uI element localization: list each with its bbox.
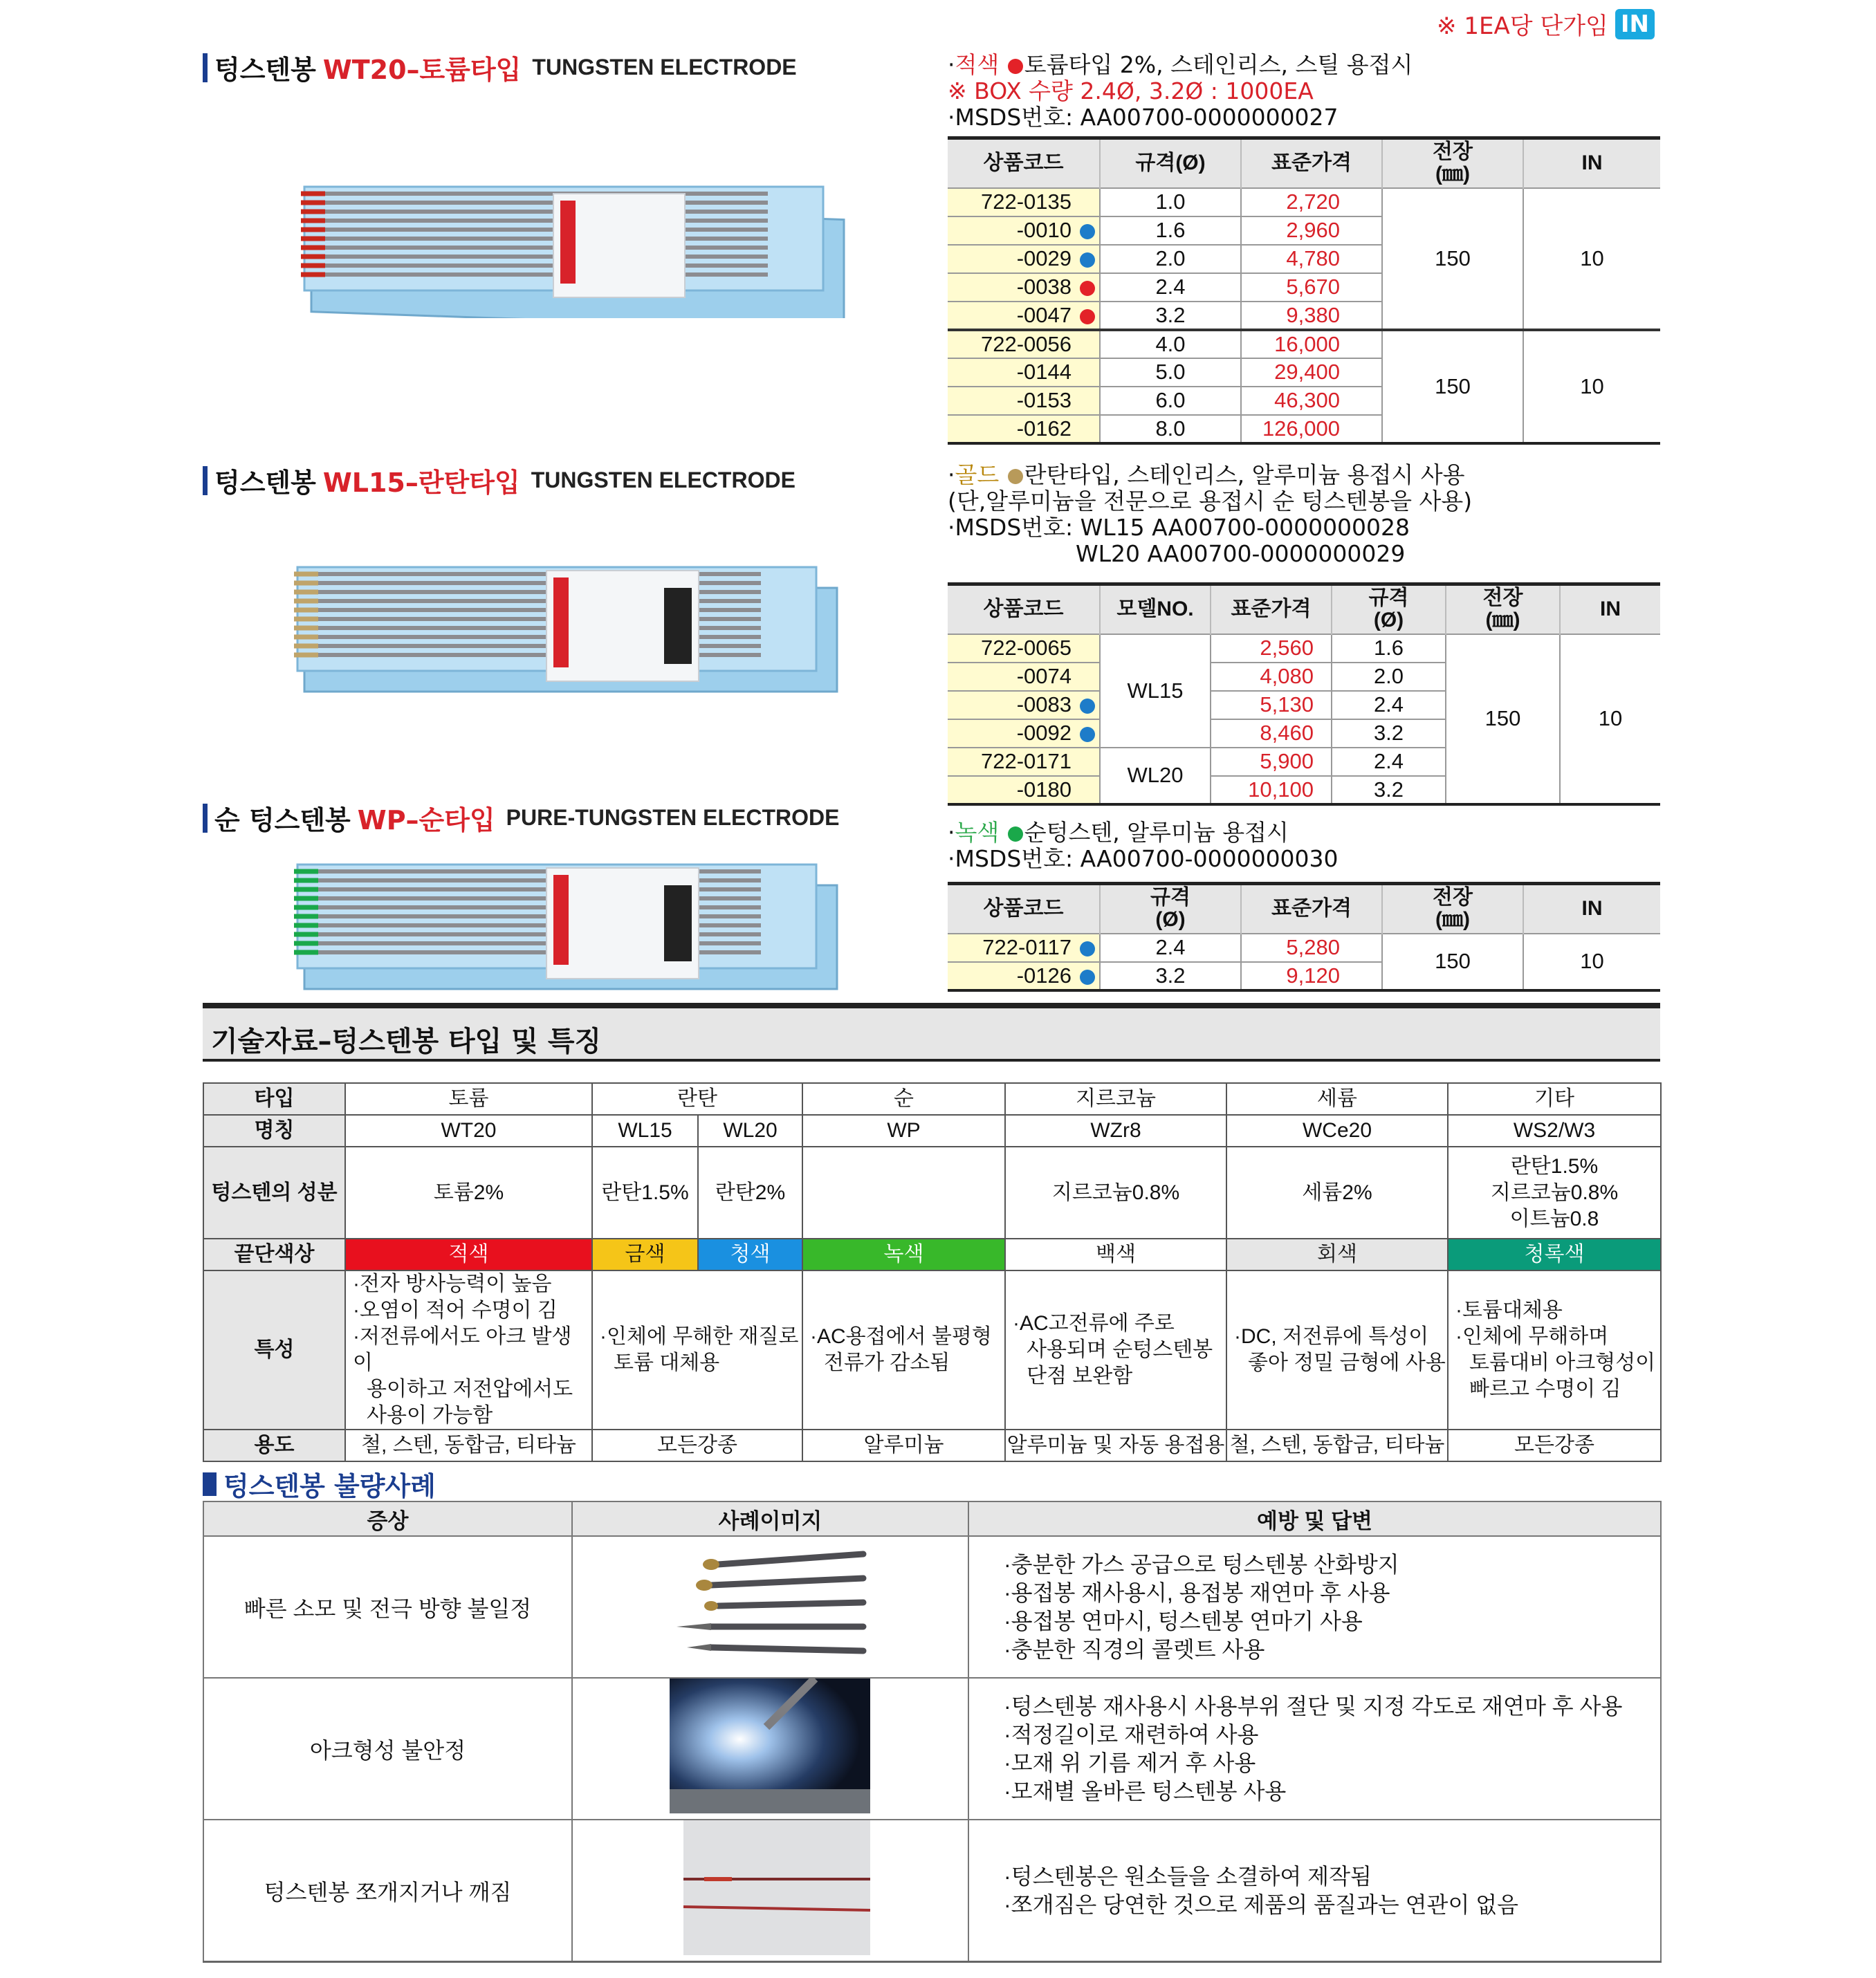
product-code: 722-0065 [948,634,1100,663]
price: 2,560 [1211,634,1332,663]
product-code: -0083 [1016,692,1072,717]
size: 2.4 [1332,691,1446,719]
title-en: TUNGSTEN ELECTRODE [532,55,797,80]
col-header: IN [1523,884,1660,934]
price: 5,900 [1211,748,1332,776]
table-row [203,1678,1661,1820]
product-code: -0038 [1016,275,1072,299]
type-cell: 란탄 [592,1083,802,1115]
answer-item: ·충분한 가스 공급으로 텅스텐봉 산화방지 [1004,1551,1399,1577]
type-cell: 순 [802,1083,1005,1115]
size: 2.0 [1100,245,1241,273]
blue-dot-icon [1080,941,1095,956]
row-label: 텅스텐의 성분 [203,1147,345,1239]
title-en: TUNGSTEN ELECTRODE [531,468,796,492]
comp-cell: 토륨2% [345,1147,592,1239]
product-code-cell [948,302,1100,330]
tip-color-label: 골드 [955,461,1000,488]
feature-line: 사용이 가능함 [367,1404,493,1427]
answer-cell [968,1678,1661,1820]
size: 6.0 [1100,387,1241,415]
tip-color-cell: 녹색 [802,1239,1005,1270]
title-ko: 텅스텐봉 [214,55,316,85]
product-code-cell [948,691,1100,719]
price: 46,300 [1241,387,1382,415]
answer-item: ·텅스텐봉은 원소들을 소결하여 제작됨 [1004,1863,1372,1889]
red-dot-icon [1080,309,1095,324]
feature-line: ·DC, 저전류에 특성이 [1234,1325,1429,1348]
blue-dot-icon [1080,970,1095,985]
feature-cell [802,1270,1005,1430]
comp-cell: 지르코늄0.8% [1005,1147,1226,1239]
table-row [948,634,1660,663]
tip-color-label: 녹색 [955,819,1000,846]
size: 5.0 [1100,358,1241,387]
type-cell: 기타 [1448,1083,1661,1115]
price-table-wt20 [948,136,1660,445]
price: 10,100 [1211,776,1332,804]
col-header: 상품코드 [948,138,1100,188]
price: 8,460 [1211,719,1332,748]
symptom: 빠른 소모 및 전극 방향 불일정 [203,1536,572,1678]
col-header: 전장 (㎜) [1382,138,1523,188]
title-bar-icon [203,466,208,495]
col-header: IN [1523,138,1660,188]
size: 3.2 [1332,719,1446,748]
use-cell: 철, 스텐, 동합금, 티타늄 [345,1430,592,1461]
product-image-wt20 [297,173,851,318]
title-en: PURE-TUNGSTEN ELECTRODE [506,805,840,830]
split-electrode-image [573,1820,966,1955]
product-code: 722-0171 [948,748,1100,776]
title-red: WP–순타입 [357,805,495,835]
col-header: 예방 및 답변 [968,1501,1661,1536]
defect-section-title [203,1465,436,1503]
tip-color-cell: 회색 [1226,1239,1448,1270]
row-label: 끝단색상 [203,1239,345,1270]
answer-item: ·용접봉 재사용시, 용접봉 재연마 후 사용 [1004,1580,1390,1605]
product-code-cell [948,962,1100,990]
answer-cell [968,1820,1661,1962]
row-label: 용도 [203,1430,345,1461]
feature-line: ·AC용접에서 불평형 [810,1325,992,1348]
tech-table [203,1082,1662,1462]
feature-line: 토륨대비 아크형성이 [1469,1351,1656,1374]
col-header: 표준가격 [1211,584,1332,634]
tip-color-cell: 금색 [592,1239,698,1270]
size: 1.0 [1100,188,1241,216]
use-cell: 철, 스텐, 동합금, 티타늄 [1226,1430,1448,1461]
use-cell: 알루미늄 및 자동 용접용 [1005,1430,1226,1461]
product-code-cell [948,934,1100,962]
size: 3.2 [1332,776,1446,804]
price-table-wl15 [948,582,1660,806]
in-qty: 10 [1560,634,1660,804]
price: 29,400 [1241,358,1382,387]
product-code-cell [948,273,1100,302]
tip-color-cell: 청록색 [1448,1239,1661,1270]
row-label: 특성 [203,1270,345,1430]
size: 4.0 [1100,330,1241,358]
table-row [948,188,1660,216]
model-no: WL20 [1100,748,1211,804]
green-dot-icon [1008,826,1023,842]
table-row [203,1536,1661,1678]
comp-cell [1448,1147,1661,1239]
feature-line: ·인체에 무해한 재질로 [600,1325,799,1348]
comp-cell: 란탄2% [698,1147,802,1239]
title-ko: 텅스텐봉 [214,468,316,498]
name-cell: WL15 [592,1115,698,1147]
type-cell: 지르코늄 [1005,1083,1226,1115]
col-header: 표준가격 [1241,884,1382,934]
feature-line: ·AC고전류에 주로 [1013,1312,1175,1335]
section-title-wl15 [203,461,796,499]
table-row [203,1820,1661,1962]
col-header: 규격 (Ø) [1100,884,1241,934]
answer-item: ·적정길이로 재련하여 사용 [1004,1721,1259,1747]
comp-line: 이트늄0.8 [1509,1207,1599,1230]
unit-price-note-text: ※ 1EA당 단가임 [1437,12,1608,40]
col-header: 모델NO. [1100,584,1211,634]
feature-line: ·저전류에서도 아크 발생이 [353,1325,572,1374]
msds-number: ·MSDS번호: AA00700-0000000027 [948,104,1339,131]
price-table-wp [948,882,1660,992]
feature-cell [1226,1270,1448,1430]
col-header: 규격 (Ø) [1332,584,1446,634]
tip-color-cell: 백색 [1005,1239,1226,1270]
type-cell: 세륨 [1226,1083,1448,1115]
price: 2,960 [1241,216,1382,245]
feature-line: ·토륨대체용 [1455,1299,1563,1322]
feature-line: 토륨 대체용 [614,1351,720,1374]
product-code: -0029 [1016,246,1072,270]
price: 16,000 [1241,330,1382,358]
in-badge: IN [1615,9,1655,39]
col-header: IN [1560,584,1660,634]
blue-dot-icon [1080,727,1095,742]
size: 1.6 [1100,216,1241,245]
title-bar-icon [203,804,208,833]
table-row [948,330,1660,358]
electrode-tips-image [573,1537,966,1672]
use-cell: 모든강종 [1448,1430,1661,1461]
comp-line: 지르코늄0.8% [1490,1181,1619,1204]
msds-number: ·MSDS번호: AA00700-0000000030 [948,845,1339,872]
size: 2.4 [1100,273,1241,302]
product-code: 722-0135 [948,188,1100,216]
spec-block-wl15: ·골드 란탄타입, 스테인리스, 알루미늄 용접시 사용 (단,알루미늄을 전문으로 용접시 순 텅스텐봉을 사용) ·MSDS번호: WL15 AA00700-0000000028 WL20 AA00700-0000000029 [948,461,1473,567]
comp-cell [802,1147,1005,1239]
product-code-cell [948,245,1100,273]
col-header: 표준가격 [1241,138,1382,188]
defect-title-text: 텅스텐봉 불량사례 [223,1471,436,1501]
use-cell: 알루미늄 [802,1430,1005,1461]
in-qty: 10 [1523,188,1660,330]
use-cell: 모든강종 [592,1430,802,1461]
size: 8.0 [1100,415,1241,443]
red-dot-icon [1008,59,1023,74]
title-red: WL15–란탄타입 [322,468,520,498]
answer-item: ·모재 위 기름 제거 후 사용 [1004,1750,1256,1775]
table-row [948,934,1660,962]
feature-cell [1005,1270,1226,1430]
col-header: 전장 (㎜) [1446,584,1560,634]
name-cell: WZr8 [1005,1115,1226,1147]
section-title-wp [203,799,839,837]
case-image-cell [572,1536,968,1678]
product-code: 722-0056 [948,330,1100,358]
spec-block-wt20: ·적색 토륨타입 2%, 스테인리스, 스틸 용접시 ※ BOX 수량 2.4Ø, 3.2Ø : 1000EA ·MSDS번호: AA00700-0000000027 [948,51,1413,131]
tip-color-cell: 청색 [698,1239,802,1270]
answer-item: ·쪼개짐은 당연한 것으로 제품의 품질과는 연관이 없음 [1004,1892,1519,1917]
spec-desc: 란탄타입, 스테인리스, 알루미늄 용접시 사용 [1024,461,1465,488]
answer-item: ·용접봉 연마시, 텅스텐봉 연마기 사용 [1004,1608,1363,1634]
name-cell: WS2/W3 [1448,1115,1661,1147]
feature-line: 사용되며 순텅스텐봉 [1027,1338,1213,1361]
size: 2.0 [1332,663,1446,691]
model-no: WL15 [1100,634,1211,748]
blue-dot-icon [1080,252,1095,268]
msds-number-2: WL20 AA00700-0000000029 [1076,540,1406,567]
spec-block-wp: ·녹색 순텅스텐, 알루미늄 용접시 ·MSDS번호: AA00700-0000000030 [948,819,1339,872]
title-red: WT20–토륨타입 [322,55,522,85]
product-code: -0047 [1016,302,1072,327]
product-code: -0144 [948,358,1100,387]
length: 150 [1382,188,1523,330]
defect-table [203,1501,1662,1963]
product-code: -0074 [948,663,1100,691]
name-cell: WP [802,1115,1005,1147]
price: 4,780 [1241,245,1382,273]
answer-cell [968,1536,1661,1678]
msds-number: ·MSDS번호: WL15 AA00700-0000000028 [948,514,1410,541]
price: 2,720 [1241,188,1382,216]
feature-cell [345,1270,592,1430]
product-code: -0153 [948,387,1100,415]
feature-line: 전류가 감소됨 [824,1351,950,1374]
blue-dot-icon [1080,699,1095,714]
spec-desc: 토륨타입 2%, 스테인리스, 스틸 용접시 [1024,51,1413,78]
symptom: 텅스텐봉 쪼개지거나 깨짐 [203,1820,572,1962]
symptom: 아크형성 불안정 [203,1678,572,1820]
name-cell: WCe20 [1226,1115,1448,1147]
feature-line: ·전자 방사능력이 높음 [353,1273,552,1295]
product-code: -0180 [948,776,1100,804]
col-header: 상품코드 [948,884,1100,934]
tech-section-title: 기술자료–텅스텐봉 타입 및 특징 [203,1003,1660,1062]
tip-color-label: 적색 [955,51,1000,78]
feature-line: ·오염이 적어 수명이 김 [353,1299,558,1322]
answer-item: ·충분한 직경의 콜렛트 사용 [1004,1636,1265,1662]
size: 3.2 [1100,302,1241,330]
size: 1.6 [1332,634,1446,663]
unit-price-note [1437,7,1655,41]
product-image-wp [291,851,851,996]
answer-item: ·텅스텐봉 재사용시 사용부위 절단 및 지정 각도로 재연마 후 사용 [1004,1693,1623,1719]
product-code: 722-0117 [982,935,1072,959]
price: 9,120 [1241,962,1382,990]
feature-cell [1448,1270,1661,1430]
feature-line: 좋아 정밀 금형에 사용 [1248,1351,1446,1374]
in-qty: 10 [1523,330,1660,443]
price: 5,280 [1241,934,1382,962]
feature-cell [592,1270,802,1430]
name-cell: WL20 [698,1115,802,1147]
box-qty-note: ※ BOX 수량 2.4Ø, 3.2Ø : 1000EA [948,77,1314,104]
size: 2.4 [1332,748,1446,776]
product-code: -0162 [948,415,1100,443]
feature-line: 용이하고 저전압에서도 [367,1378,573,1401]
case-image-cell [572,1820,968,1962]
product-code: -0092 [1016,721,1072,745]
product-code: -0126 [1016,963,1072,988]
price: 4,080 [1211,663,1332,691]
product-code-cell [948,216,1100,245]
tip-color-cell: 적색 [345,1239,592,1270]
product-code: -0010 [1016,218,1072,242]
title-ko: 순 텅스텐봉 [214,805,351,835]
comp-cell: 란탄1.5% [592,1147,698,1239]
price: 126,000 [1241,415,1382,443]
row-label: 타입 [203,1083,345,1115]
name-cell: WT20 [345,1115,592,1147]
length: 150 [1446,634,1560,804]
length: 150 [1382,330,1523,443]
comp-line: 란탄1.5% [1510,1154,1599,1178]
product-image-wl15 [291,553,844,699]
case-image-cell [572,1678,968,1820]
col-header: 증상 [203,1501,572,1536]
section-title-wt20 [203,48,797,86]
row-label: 명칭 [203,1115,345,1147]
arc-image [573,1679,966,1813]
comp-cell: 세륨2% [1226,1147,1448,1239]
length: 150 [1382,934,1523,990]
feature-line: 단점 보완함 [1027,1365,1133,1387]
in-qty: 10 [1523,934,1660,990]
feature-line: ·인체에 무해하며 [1455,1325,1609,1348]
title-square-icon [203,1472,217,1496]
title-bar-icon [203,53,208,82]
price: 5,130 [1211,691,1332,719]
blue-dot-icon [1080,224,1095,239]
answer-item: ·모재별 올바른 텅스텐봉 사용 [1004,1778,1287,1804]
col-header: 상품코드 [948,584,1100,634]
col-header: 규격(Ø) [1100,138,1241,188]
red-dot-icon [1080,281,1095,296]
col-header: 사례이미지 [572,1501,968,1536]
spec-note: (단,알루미늄을 전문으로 용접시 순 텅스텐봉을 사용) [948,488,1473,515]
type-cell: 토륨 [345,1083,592,1115]
price: 9,380 [1241,302,1382,330]
size: 3.2 [1100,962,1241,990]
price: 5,670 [1241,273,1382,302]
spec-desc: 순텅스텐, 알루미늄 용접시 [1024,819,1289,846]
gold-dot-icon [1008,469,1023,484]
size: 2.4 [1100,934,1241,962]
feature-line: 빠르고 수명이 김 [1469,1378,1621,1401]
product-code-cell [948,719,1100,748]
col-header: 전장 (㎜) [1382,884,1523,934]
